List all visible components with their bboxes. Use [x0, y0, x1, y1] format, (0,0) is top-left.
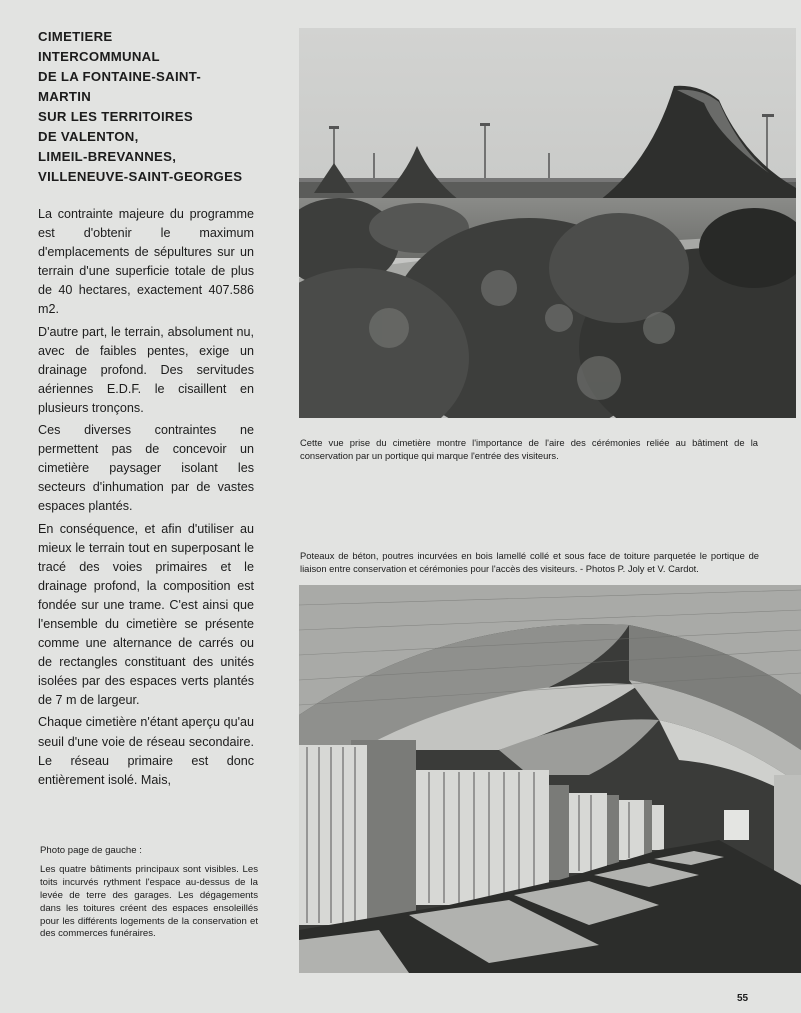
landscape-illustration [299, 28, 796, 418]
body-paragraph: D'autre part, le terrain, absolument nu, avec de faibles pentes, exige un drainage profond. Des servitudes aériennes E.D.F. le cisaillent en plusieurs tronçons. [38, 324, 254, 415]
body-paragraph: La contrainte majeure du programme est d'obtenir le maximum d'emplacements de sépultures sur un terrain d'une superficie totale de plus de 40 hectares, exactement 407.586 m2. [38, 207, 254, 317]
top-photo-caption: Cette vue prise du cimetière montre l'importance de l'aire des cérémonies reliée au bâtiment de la conservation par un portique qui marque l'entrée des visiteurs. [300, 437, 758, 461]
body-paragraph: En conséquence, et afin d'utiliser au mieux le terrain tout en superposant le tracé des voies primaires et le drainage profond, la composition est fondée sur une trame. C'est ainsi que l'ensemble du cimetière se présente comme une alternance de carrés ou de rectangles constituant des unités isolées par des espaces verts plantés de 7 m de largeur. [38, 521, 254, 708]
caption-title: Photo page de gauche : [40, 845, 142, 856]
title-line: CIMETIERE [38, 29, 113, 44]
title-line: DE VALENTON, [38, 129, 139, 144]
cemetery-landscape-photo [299, 28, 796, 418]
body-paragraph: Ces diverses contraintes ne permettent pas de concevoir un cimetière paysager isolant les secteurs d'inhumation par de vastes espaces plantés. [38, 423, 254, 514]
title-line: MARTIN [38, 89, 92, 104]
portico-illustration [299, 585, 801, 973]
title-line: SUR LES TERRITOIRES [38, 109, 193, 124]
bottom-photo-caption: Poteaux de béton, poutres incurvées en bois lamellé collé et sous face de toiture parquetée le portique de liaison entre conservation et cérémonies pour l'accès des visiteurs. - Photos P. Joly et V. Cardot. [300, 550, 759, 574]
caption-text: Les quatre bâtiments principaux sont visibles. Les toits incurvés rythment l'espace au-dessus de la levée de terre des garages. Les dégagements dans les toitures créent des espaces ensoleillés pour les différents logements de la conservation et des commerces funéraires. [40, 863, 258, 940]
body-paragraph: Chaque cimetière n'étant aperçu qu'au seuil d'une voie de réseau secondaire. Le réseau primaire est donc entièrement isolé. Mais, [38, 715, 254, 787]
left-page-photo-caption [40, 845, 258, 941]
title-line: VILLENEUVE-SAINT-GEORGES [38, 169, 243, 184]
article-title [38, 27, 288, 187]
title-line: LIMEIL-BREVANNES, [38, 149, 177, 164]
title-line: DE LA FONTAINE-SAINT- [38, 69, 202, 84]
title-line: INTERCOMMUNAL [38, 49, 160, 64]
article-body [38, 205, 254, 793]
page-number: 55 [737, 993, 749, 1004]
portico-interior-photo [299, 585, 801, 973]
